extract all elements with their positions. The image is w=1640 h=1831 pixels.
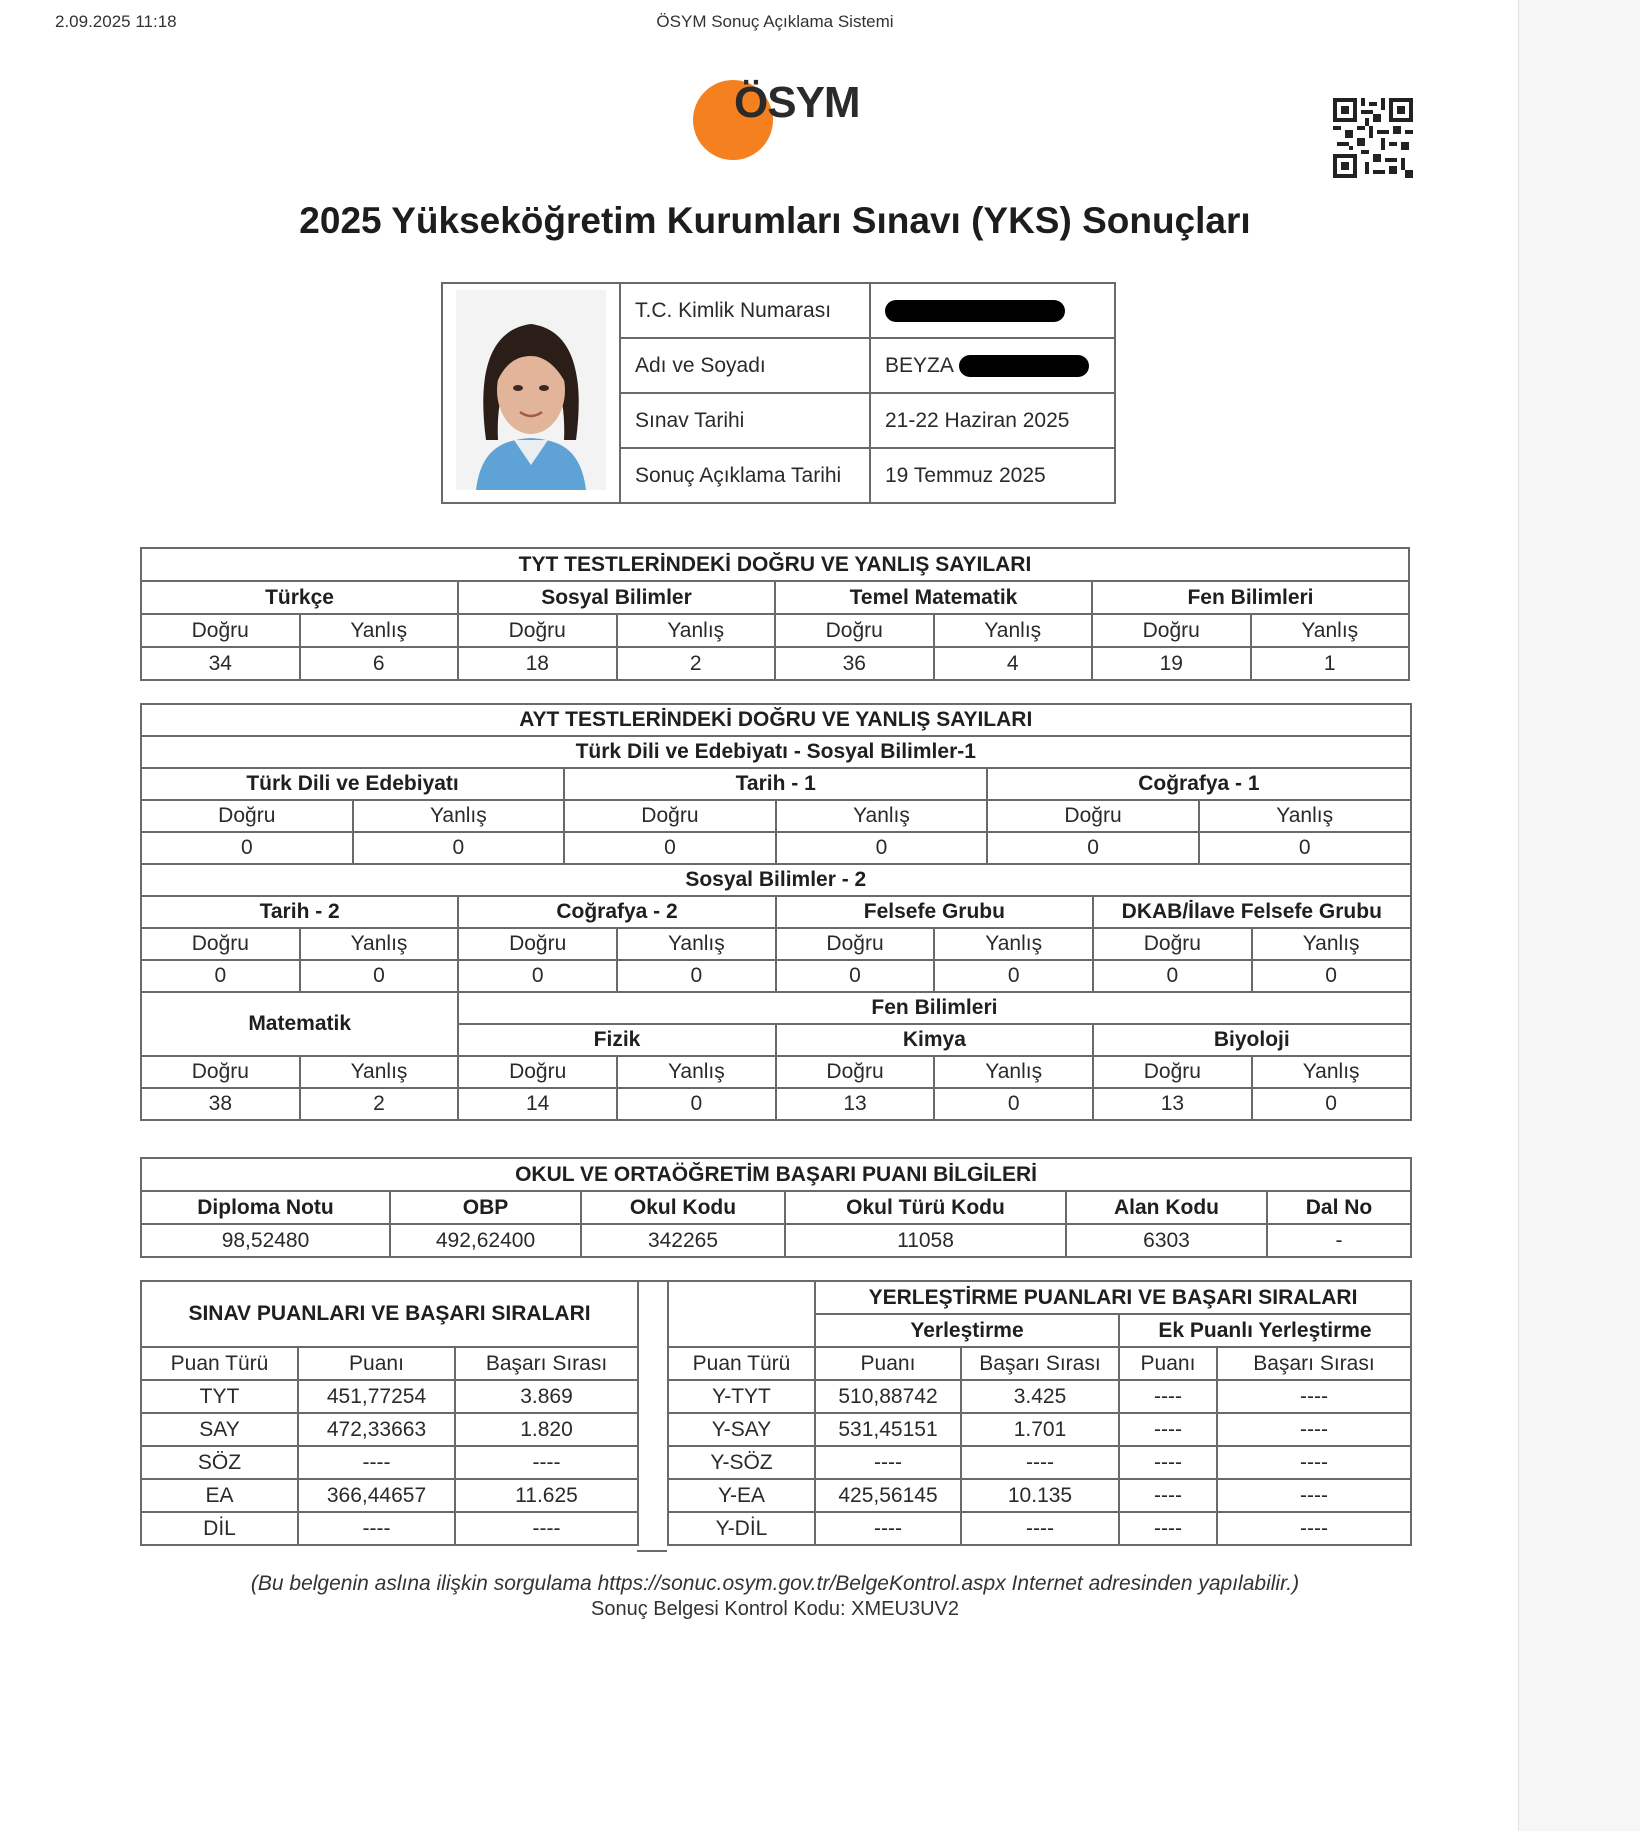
dogru-value: 13 [776,1088,935,1120]
yanlis-header: Yanlış [617,928,776,960]
score-value: ---- [298,1512,455,1545]
fen-title: Fen Bilimleri [458,992,1410,1024]
extra-rank-value: ---- [1217,1380,1411,1413]
subject-header: Coğrafya - 1 [987,768,1410,800]
subject-header: Tarih - 2 [141,896,458,928]
score-type: SÖZ [141,1446,298,1479]
yanlis-value: 2 [300,1088,459,1120]
candidate-photo [442,283,620,503]
dogru-value: 0 [987,832,1199,864]
yanlis-value: 0 [617,1088,776,1120]
score-value: 366,44657 [298,1479,455,1512]
ayt-title: AYT TESTLERİNDEKİ DOĞRU VE YANLIŞ SAYILARI [141,704,1411,736]
exam-date-label: Sınav Tarihi [620,393,870,448]
print-datetime: 2.09.2025 11:18 [55,12,177,31]
subject-header: Felsefe Grubu [776,896,1093,928]
subject-header: Türk Dili ve Edebiyatı [141,768,564,800]
extra-rank-value: ---- [1217,1479,1411,1512]
extra-score-value: ---- [1119,1512,1217,1545]
yanlis-header: Yanlış [300,1056,459,1088]
placement-scores-title: YERLEŞTİRME PUANLARI VE BAŞARI SIRALARI [815,1281,1411,1314]
school-info-table [140,1157,1412,1258]
subject-header: DKAB/İlave Felsefe Grubu [1093,896,1411,928]
dogru-header: Doğru [458,928,617,960]
yanlis-value: 0 [617,960,776,992]
dogru-value: 36 [775,647,934,680]
rank-value: ---- [961,1512,1119,1545]
dogru-header: Doğru [775,614,934,647]
control-code: Sonuç Belgesi Kontrol Kodu: XMEU3UV2 [591,1598,959,1620]
yanlis-value: 1 [1251,647,1410,680]
exam-date-value: 21-22 Haziran 2025 [870,393,1115,448]
rank-value: 3.425 [961,1380,1119,1413]
rank-value: ---- [455,1512,638,1545]
school-type-value: 11058 [785,1224,1066,1257]
dogru-value: 19 [1092,647,1251,680]
yanlis-value: 0 [934,1088,1093,1120]
subject-header: Türkçe [141,581,458,614]
rank-value: 1.820 [455,1413,638,1446]
name-value [870,338,1115,393]
tc-value [870,283,1115,338]
score-type-header: Puan Türü [668,1347,815,1380]
dogru-value: 14 [458,1088,617,1120]
dogru-header: Doğru [1093,1056,1252,1088]
yanlis-value: 0 [300,960,459,992]
rank-header: Başarı Sırası [455,1347,638,1380]
system-name: ÖSYM Sonuç Açıklama Sistemi [656,12,894,31]
yanlis-header: Yanlış [1251,614,1410,647]
dogru-value: 0 [458,960,617,992]
extra-score-value: ---- [1119,1479,1217,1512]
yanlis-header: Yanlış [934,928,1093,960]
dogru-header: Doğru [776,1056,935,1088]
exam-scores-table [140,1280,639,1546]
yanlis-value: 0 [776,832,988,864]
score-value: 472,33663 [298,1413,455,1446]
redaction-mark [959,355,1089,377]
score-value: ---- [298,1446,455,1479]
obp-header: OBP [390,1191,581,1224]
extra-score-value: ---- [1119,1413,1217,1446]
score-value: 531,45151 [815,1413,961,1446]
score-type: Y-DİL [668,1512,815,1545]
yanlis-value: 0 [1252,960,1411,992]
page-title: 2025 Yükseköğretim Kurumları Sınavı (YKS) Sonuçları [299,200,1251,241]
branch-no-value: - [1267,1224,1411,1257]
extra-score-header: Puanı [1119,1347,1217,1380]
dogru-value: 0 [141,960,300,992]
yanlis-header: Yanlış [1252,928,1411,960]
rank-value: 11.625 [455,1479,638,1512]
rank-value: ---- [961,1446,1119,1479]
dogru-header: Doğru [141,614,300,647]
rank-value: 10.135 [961,1479,1119,1512]
yanlis-header: Yanlış [1252,1056,1411,1088]
ayt-table [140,703,1412,1121]
verification-note: (Bu belgenin aslına ilişkin sorgulama https://sonuc.osym.gov.tr/BelgeKontrol.aspx Internet adresinden yapılabilir.) [250,1572,1300,1595]
yanlis-header: Yanlış [934,614,1093,647]
first-name: BEYZA [885,353,953,377]
extra-score-value: ---- [1119,1380,1217,1413]
osym-logo [690,78,870,168]
score-type: Y-SAY [668,1413,815,1446]
subject-header: Fizik [458,1024,775,1056]
exam-scores-title: SINAV PUANLARI VE BAŞARI SIRALARI [141,1281,638,1347]
qr-code-icon [1333,98,1413,178]
subject-header: Tarih - 1 [564,768,987,800]
score-type: DİL [141,1512,298,1545]
dogru-value: 0 [141,832,353,864]
extra-rank-value: ---- [1217,1446,1411,1479]
branch-no-header: Dal No [1267,1191,1411,1224]
rank-value: 1.701 [961,1413,1119,1446]
subject-header: Fen Bilimleri [1092,581,1409,614]
yanlis-header: Yanlış [617,614,776,647]
page-edge [1518,0,1640,1831]
result-date-label: Sonuç Açıklama Tarihi [620,448,870,503]
field-code-header: Alan Kodu [1066,1191,1267,1224]
score-value: ---- [815,1512,961,1545]
redaction-mark [885,300,1065,322]
score-type: Y-SÖZ [668,1446,815,1479]
subject-header: Biyoloji [1093,1024,1411,1056]
yanlis-value: 0 [353,832,565,864]
matematik-header: Matematik [141,992,458,1056]
score-value: 451,77254 [298,1380,455,1413]
yanlis-header: Yanlış [776,800,988,832]
dogru-header: Doğru [458,614,617,647]
subject-header: Temel Matematik [775,581,1092,614]
result-date-value: 19 Temmuz 2025 [870,448,1115,503]
dogru-header: Doğru [1092,614,1251,647]
score-type-header: Puan Türü [141,1347,298,1380]
placement-sub-header: Yerleştirme [815,1314,1119,1347]
subject-header: Coğrafya - 2 [458,896,775,928]
score-value: 425,56145 [815,1479,961,1512]
obp-value: 492,62400 [390,1224,581,1257]
dogru-header: Doğru [1093,928,1252,960]
school-info-title: OKUL VE ORTAÖĞRETİM BAŞARI PUANI BİLGİLERİ [141,1158,1411,1191]
placement-blank-cell [668,1281,815,1347]
dogru-value: 0 [1093,960,1252,992]
candidate-info-table [441,282,1116,504]
yanlis-header: Yanlış [1199,800,1411,832]
dogru-value: 13 [1093,1088,1252,1120]
yanlis-header: Yanlış [353,800,565,832]
score-value: ---- [815,1446,961,1479]
rank-value: 3.869 [455,1380,638,1413]
tyt-table [140,547,1410,681]
score-type: Y-TYT [668,1380,815,1413]
extra-rank-value: ---- [1217,1512,1411,1545]
extra-placement-sub-header: Ek Puanlı Yerleştirme [1119,1314,1411,1347]
score-type: EA [141,1479,298,1512]
dogru-value: 34 [141,647,300,680]
score-type: Y-EA [668,1479,815,1512]
candidate-photo-image [456,290,606,490]
dogru-header: Doğru [564,800,776,832]
school-type-header: Okul Türü Kodu [785,1191,1066,1224]
dogru-value: 38 [141,1088,300,1120]
rank-header: Başarı Sırası [961,1347,1119,1380]
extra-score-value: ---- [1119,1446,1217,1479]
dogru-header: Doğru [776,928,935,960]
school-code-value: 342265 [581,1224,785,1257]
yanlis-value: 4 [934,647,1093,680]
dogru-value: 0 [564,832,776,864]
yanlis-value: 6 [300,647,459,680]
subject-header: Sosyal Bilimler [458,581,775,614]
dogru-header: Doğru [987,800,1199,832]
tyt-title: TYT TESTLERİNDEKİ DOĞRU VE YANLIŞ SAYILARI [141,548,1409,581]
field-code-value: 6303 [1066,1224,1267,1257]
yanlis-header: Yanlış [934,1056,1093,1088]
school-code-header: Okul Kodu [581,1191,785,1224]
name-label: Adı ve Soyadı [620,338,870,393]
ayt-group1-title: Türk Dili ve Edebiyatı - Sosyal Bilimler-1 [141,736,1411,768]
score-type: TYT [141,1380,298,1413]
score-header: Puanı [298,1347,455,1380]
placement-scores-table [667,1280,1412,1546]
dogru-header: Doğru [141,800,353,832]
diploma-header: Diploma Notu [141,1191,390,1224]
yanlis-header: Yanlış [617,1056,776,1088]
logo-text: ÖSYM [734,78,860,127]
score-type: SAY [141,1413,298,1446]
yanlis-value: 0 [1252,1088,1411,1120]
dogru-header: Doğru [141,1056,300,1088]
dogru-value: 0 [776,960,935,992]
subject-header: Kimya [776,1024,1093,1056]
yanlis-header: Yanlış [300,614,459,647]
yanlis-value: 0 [934,960,1093,992]
dogru-header: Doğru [458,1056,617,1088]
dogru-value: 18 [458,647,617,680]
yanlis-header: Yanlış [300,928,459,960]
table-separator [637,1280,667,1552]
extra-rank-value: ---- [1217,1413,1411,1446]
yanlis-value: 0 [1199,832,1411,864]
diploma-value: 98,52480 [141,1224,390,1257]
tc-label: T.C. Kimlik Numarası [620,283,870,338]
score-header: Puanı [815,1347,961,1380]
dogru-header: Doğru [141,928,300,960]
ayt-group2-title: Sosyal Bilimler - 2 [141,864,1411,896]
yanlis-value: 2 [617,647,776,680]
score-value: 510,88742 [815,1380,961,1413]
extra-rank-header: Başarı Sırası [1217,1347,1411,1380]
rank-value: ---- [455,1446,638,1479]
